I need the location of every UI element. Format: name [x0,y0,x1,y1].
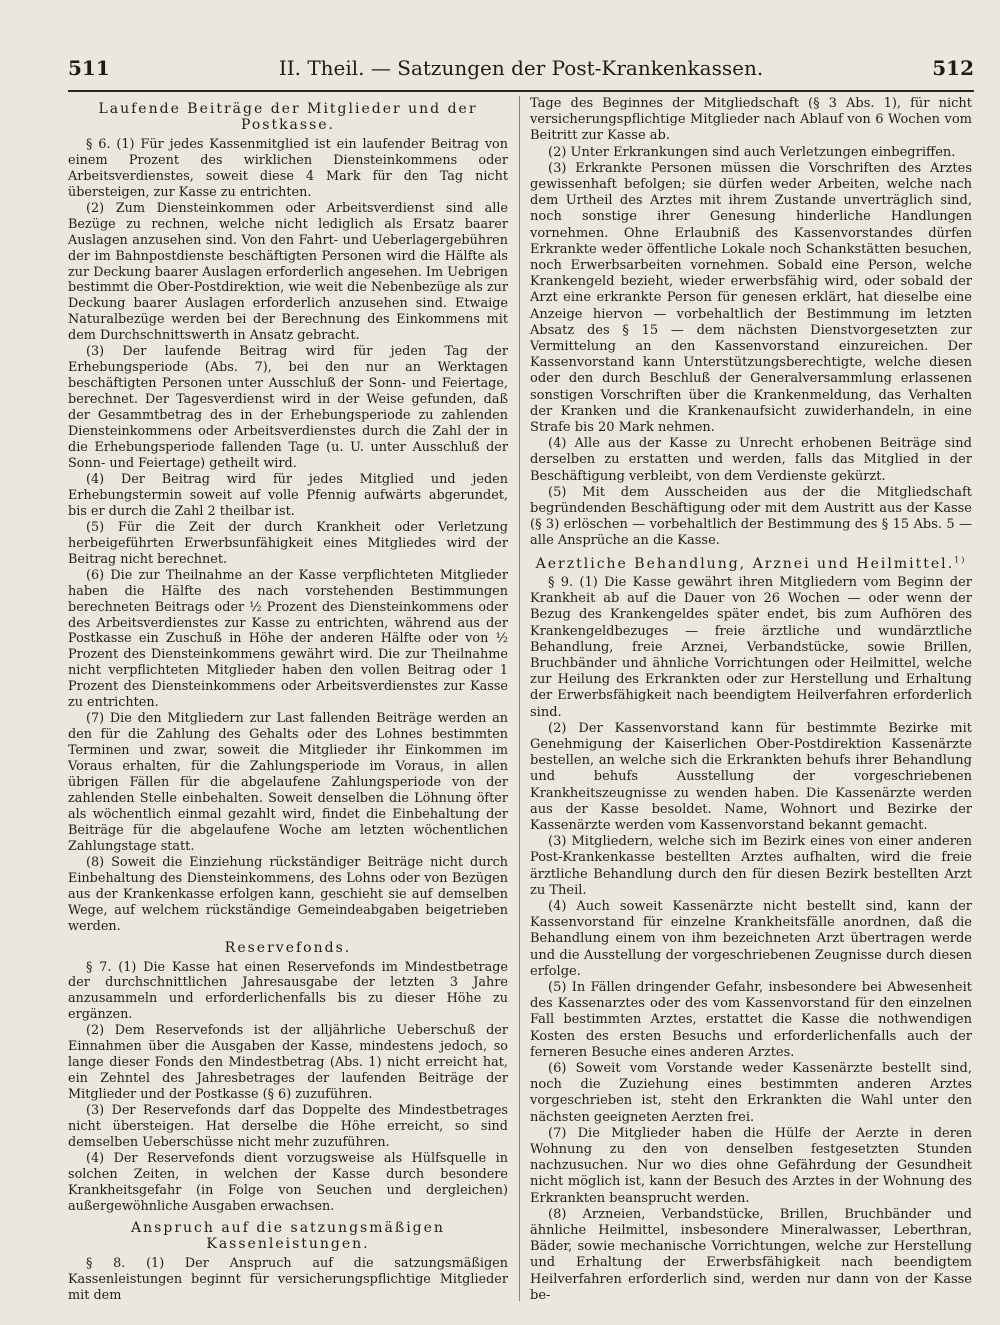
footnote-marker: 1) [954,555,967,565]
paragraph: (3) Der laufende Beitrag wird für jeden Tag der Erhebungsperiode (Abs. 7), bei den nur an Werktagen beschäftigten Personen unter Ausschluß der Sonn- und Feiertage, berechnet. Der Tagesverdienst wird in der Weise gefunden, daß der Gesammtbetrag des in der Erhebungsperiode zu zahlenden Diensteinkommens oder Arbeitsverdienstes durch die Zahl der in die Erhebungsperiode fallenden Tage (u. U. unter Ausschluß der Sonn- und Feiertage) getheilt wird. [68,344,508,471]
paragraph: (5) Mit dem Ausscheiden aus der die Mitgliedschaft begründenden Beschäftigung oder mit dem Austritt aus der Kasse (§ 3) erlöschen — vorbehaltlich der Bestimmung des § 15 Abs. 5 — alle Ansprüche an die Kasse. [530,484,972,549]
paragraph: (5) Für die Zeit der durch Krankheit oder Verletzung herbeigeführten Erwerbsunfähigkeit eines Mitgliedes wird der Beitrag nicht berechnet. [68,519,508,567]
paragraph: (2) Unter Erkrankungen sind auch Verletzungen einbegriffen. [548,144,956,160]
paragraph: (6) Soweit vom Vorstande weder Kassenärzte bestellt sind, noch die Zuziehung eines bestimmten anderen Arztes vorgeschrieben ist, steht den Erkrankten die Wahl unter den nächsten geeigneten Aerzten frei. [530,1060,972,1125]
page-header [68,56,974,92]
paragraph: (3) Erkrankte Personen müssen die Vorschriften des Arztes gewissenhaft befolgen; sie dürfen weder Arbeiten, welche nach dem Urtheil des Arztes mit ihrem Zustande unverträglich sind, noch sonstige ihrer Genesung hinderliche Handlungen vornehmen. Ohne Erlaubniß des Kassenvorstandes dürfen Erkrankte weder öffentliche Lokale noch Schankstätten besuchen, noch Erwerbsarbeiten vornehmen. Sobald eine Person, welche Krankengeld bezieht, wieder erwerbsfähig wird, oder sobald der Arzt eine erkrankte Person für genesen erklärt, hat dieselbe eine Anzeige hiervon — vorbehaltlich der Bestimmung im letzten Absatz des § 15 — dem nächsten Dienstvorgesetzten zur Vermittelung an den Kassenvorstand einzureichen. Der Kassenvorstand kann Unterstützungsberechtigte, welche diesen oder den durch Beschluß der Generalversammlung erlassenen sonstigen Vorschriften über die Krankenmeldung, das Verhalten der Kranken und die Krankenaufsicht zuwiderhandeln, in eine Strafe bis 20 Mark nehmen. [530,160,972,436]
paragraph: (4) Auch soweit Kassenärzte nicht bestellt sind, kann der Kassenvorstand für einzelne Krankheitsfälle anordnen, daß die Behandlung einem von ihm bezeichneten Arzt übertragen werde und die Ausstellung der vorgeschriebenen Zeugnisse durch diesen erfolge. [530,898,972,979]
paragraph: (8) Soweit die Einziehung rückständiger Beiträge nicht durch Einbehaltung des Diensteinkommens, des Lohns oder von Bezügen aus der Krankenkasse erfolgen kann, geschieht sie auf demselben Wege, auf welchem rückständige Gemeindeabgaben beigetrieben werden. [68,854,508,934]
section-heading: Reservefonds. [224,939,352,956]
paragraph: (2) Der Kassenvorstand kann für bestimmte Bezirke mit Genehmigung der Kaiserlichen Ober-Postdirektion Kassenärzte bestellen, an welche sich die Erkrankten behufs ihrer Behandlung und behufs Ausstellung der vorgeschriebenen Krankheitszeugnisse zu wenden haben. Die Kassenärzte werden aus der Kasse besoldet. Name, Wohnort und Bezirke der Kassenärzte werden vom Kassenvorstand bekannt gemacht. [530,720,972,833]
paragraph: (4) Der Reservefonds dient vorzugsweise als Hülfsquelle in solchen Zeiten, in welchen der Kasse durch besondere Krankheitsgefahr (in Folge von Seuchen und dergleichen) außergewöhnliche Ausgaben erwachsen. [68,1150,508,1214]
paragraph: § 6. (1) Für jedes Kassenmitglied ist ein laufender Beitrag von einem Prozent des wirklichen Diensteinkommens oder Arbeitsverdienstes, soweit diese 4 Mark für den Tag nicht übersteigen, zur Kasse zu entrichten. [68,136,508,200]
paragraph: (4) Alle aus der Kasse zu Unrecht erhobenen Beiträge sind derselben zu erstatten und werden, falls das Mitglied in der Beschäftigung verbleibt, von dem Verdienste gekürzt. [530,436,972,484]
left-column [68,96,508,1304]
paragraph: (5) In Fällen dringender Gefahr, insbesondere bei Abwesenheit des Kassenarztes oder des vom Kassenvorstand für den einzelnen Fall bestimmten Arztes, erstattet die Kasse die nothwendigen Kosten des ersten Besuchs und erforderlichenfalls auch der ferneren Besuche eines anderen Arztes. [530,979,972,1060]
paragraph: Tage des Beginnes der Mitgliedschaft (§ 3 Abs. 1), für nicht versicherungspflichtige Mitglieder nach Ablauf von 6 Wochen vom Beitritt zur Kasse ab. [530,96,972,144]
paragraph: (3) Mitgliedern, welche sich im Bezirk eines von einer anderen Post-Krankenkasse bestellten Arztes aufhalten, wird die freie ärztliche Behandlung durch den für diesen Bezirk bestellten Arzt zu Theil. [530,834,972,898]
paragraph: (2) Zum Diensteinkommen oder Arbeitsverdienst sind alle Bezüge zu rechnen, welche nicht lediglich als Ersatz baarer Auslagen anzusehen sind. Von den Fahrt- und Ueberlagergebühren der im Bahnpostdienste beschäftigten Personen wird die Hälfte als zur Deckung baarer Auslagen erforderlich angesehen. Im Uebrigen bestimmt die Ober-Postdirektion, wie weit die Nebenbezüge als zur Deckung baarer Auslagen erforderlich anzusehen sind. Etwaige Naturalbezüge werden bei der Berechnung des Einkommens mit dem Durchschnittswerth in Ansatz gebracht. [68,200,508,344]
paragraph: (7) Die den Mitgliedern zur Last fallenden Beiträge werden an den für die Zahlung des Gehalts oder des Lohnes bestimmten Terminen und zwar, soweit die Mitglieder ihr Einkommen im Voraus erhalten, für die Zahlungsperiode im Voraus, in allen übrigen Fällen für die abgelaufene Zahlungsperiode von der zahlenden Stelle einbehalten. Soweit denselben die Löhnung öfter als wöchentlich einmal gezahlt wird, findet die Einbehaltung der Beiträge für die abgelaufene Woche am letzten wöchentlichen Zahlungstage statt. [68,711,508,854]
paragraph: (2) Dem Reservefonds ist der alljährliche Ueberschuß der Einnahmen über die Ausgaben der Kasse, mindestens jedoch, so lange dieser Fonds den Mindestbetrag (Abs. 1) nicht erreicht hat, ein Zehntel des Jahresbetrages der laufenden Beiträge der Mitglieder und der Postkasse (§ 6) zuzuführen. [68,1023,508,1103]
section-heading-text: Aerztliche Behandlung, Arznei und Heilmittel. [535,555,955,572]
column-divider [519,96,520,1301]
paragraph: (7) Die Mitglieder haben die Hülfe der Aerzte in deren Wohnung zu den von denselben festgesetzten Stunden nachzusuchen. Nur wo dies ohne Gefährdung der Gesundheit nicht möglich ist, kann der Besuch des Arztes in der Wohnung des Erkrankten beansprucht werden. [530,1125,972,1206]
paragraph: § 7. (1) Die Kasse hat einen Reservefonds im Mindestbetrage der durchschnittlichen Jahresausgabe der letzten 3 Jahre anzusammeln und erforderlichenfalls bis zu dieser Höhe zu ergänzen. [68,959,508,1023]
right-column [530,96,972,1304]
paragraph: (6) Die zur Theilnahme an der Kasse verpflichteten Mitglieder haben die Hälfte des nach vorstehenden Bestimmungen berechneten Beitrags oder ½ Prozent des Diensteinkommens oder des Arbeitsverdienstes zur Kasse zu entrichten, während aus der Postkasse ein Zuschuß in Höhe der anderen Hälfte oder von ½ Prozent des Diensteinkommens gewährt wird. Die zur Theilnahme nicht verpflichteten Mitglieder haben den vollen Beitrag oder 1 Prozent des Diensteinkommens oder Arbeitsverdienstes zur Kasse zu entrichten. [68,567,508,711]
running-title: II. Theil. — Satzungen der Post-Krankenkassen. [278,56,764,80]
paragraph: (3) Der Reservefonds darf das Doppelte des Mindestbetrages nicht übersteigen. Hat derselbe die Höhe erreicht, so sind demselben Ueberschüsse nicht mehr zuzuführen. [68,1103,508,1150]
paragraph: (8) Arzneien, Verbandstücke, Brillen, Bruchbänder und ähnliche Heilmittel, insbesondere Mineralwasser, Leberthran, Bäder, sowie mechanische Vorrichtungen, welche zur Herstellung und Erhaltung der Erwerbsfähigkeit nach beendigtem Heilverfahren erforderlich sind, werden nur dann von der Kasse be- [530,1206,972,1303]
section-heading [530,556,972,572]
section-heading: Laufende Beiträge der Mitglieder und der Postkasse. [98,101,478,133]
paragraph: (4) Der Beitrag wird für jedes Mitglied und jeden Erhebungstermin soweit auf volle Pfennig aufwärts abgerundet, bis er durch die Zahl 2 theilbar ist. [68,471,508,519]
paragraph: § 8. (1) Der Anspruch auf die satzungsmäßigen Kassenleistungen beginnt für versicherungspflichtige Mitglieder mit dem [68,1255,508,1303]
page-number-right: 512 [932,56,974,80]
page-number-left: 511 [68,56,110,80]
section-heading: Anspruch auf die satzungsmäßigen Kassenleistungen. [131,1219,445,1252]
paragraph: § 9. (1) Die Kasse gewährt ihren Mitgliedern vom Beginn der Krankheit ab auf die Dauer von 26 Wochen — oder wenn der Bezug des Krankengeldes später endet, bis zum Aufhören des Krankengeldbezuges — freie ärztliche und wundärztliche Behandlung, freie Arznei, Verbandstücke, sowie Brillen, Bruchbänder und ähnliche Vorrichtungen oder Heilmittel, welche zur Heilung des Erkrankten oder zur Herstellung und Erhaltung der Erwerbsfähigkeit nach beendigtem Heilverfahren erforderlich sind. [530,574,972,720]
